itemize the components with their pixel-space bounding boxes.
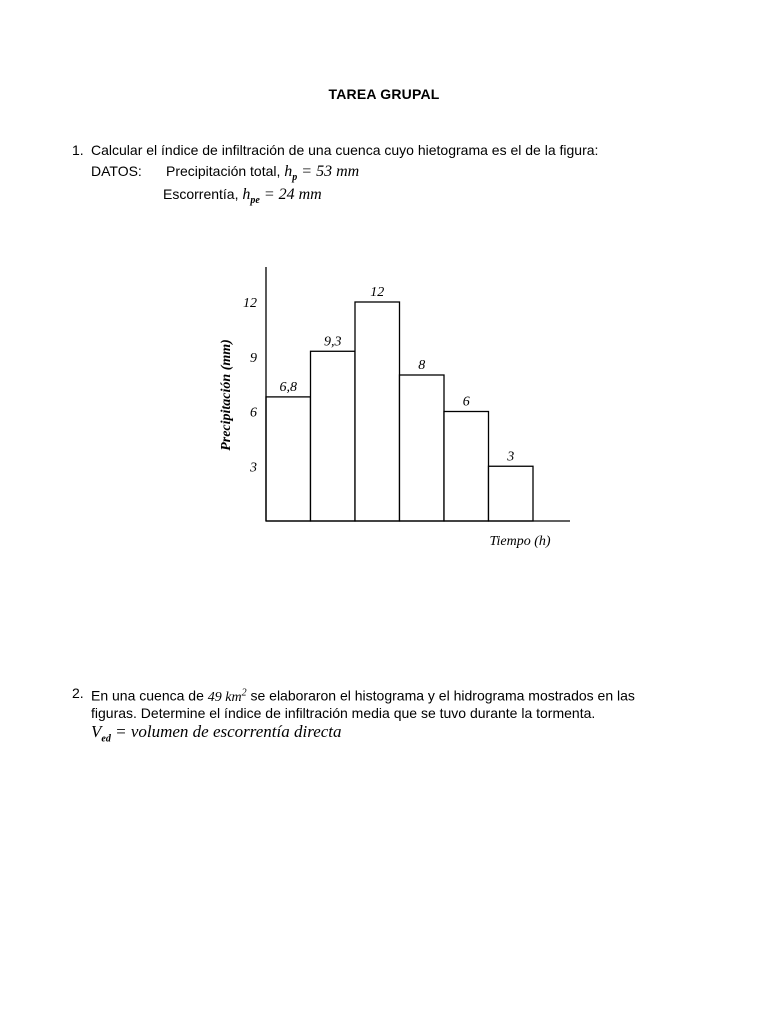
q2-number: 2. [72, 685, 84, 701]
y-tick-label-3: 3 [250, 460, 257, 476]
bar-3 [355, 302, 400, 521]
bar-label-5: 6 [462, 394, 470, 410]
q2-line2: figuras. Determine el índice de infiltración media que se tuvo durante la tormenta. [91, 705, 596, 721]
y-tick-label-12: 12 [243, 296, 257, 311]
q1-number: 1. [72, 142, 84, 158]
q1-datos-label: DATOS: [91, 163, 142, 179]
bar-6 [489, 466, 534, 521]
x-axis-label: Tiempo (h) [489, 534, 551, 549]
y-axis-label: Precipitación (mm) [219, 339, 234, 451]
y-tick-label-6: 6 [250, 405, 257, 421]
bar-5 [444, 412, 489, 522]
q1-precip-label: Precipitación total, [166, 163, 281, 179]
q1-statement: Calcular el índice de infiltración de una cuenca cuyo hietograma es el de la figura: [91, 142, 599, 158]
bar-1 [266, 397, 311, 521]
bar-label-6: 3 [507, 449, 515, 465]
hietograma-chart [200, 255, 580, 560]
bar-label-1: 6,8 [279, 379, 297, 395]
q2-area: 49 $km^2$ [207, 687, 247, 705]
q2-line1: En una cuenca de 49 $km^2$ se elaboraron el histograma y el hidrograma mostrados en las [91, 687, 635, 705]
bar-label-4: 8 [418, 358, 426, 373]
page-title: TAREA GRUPAL [328, 86, 440, 102]
q1-runoff-label: Escorrentía, [163, 186, 239, 202]
q1-runoff-line [163, 184, 322, 211]
y-tick-label-9: 9 [250, 350, 257, 366]
q1-precip-formula: $h_p = 53$ mm [284, 163, 360, 184]
bar-label-3: 12 [370, 285, 385, 300]
q2-definition: $V_{ed}$ = volumen de escorrentía directa [91, 722, 342, 745]
q1-runoff-formula: $h_{pe} = 24$ mm [242, 186, 322, 207]
bar-label-2: 9,3 [324, 334, 342, 350]
bar-2 [311, 351, 356, 521]
bar-4 [400, 375, 445, 521]
